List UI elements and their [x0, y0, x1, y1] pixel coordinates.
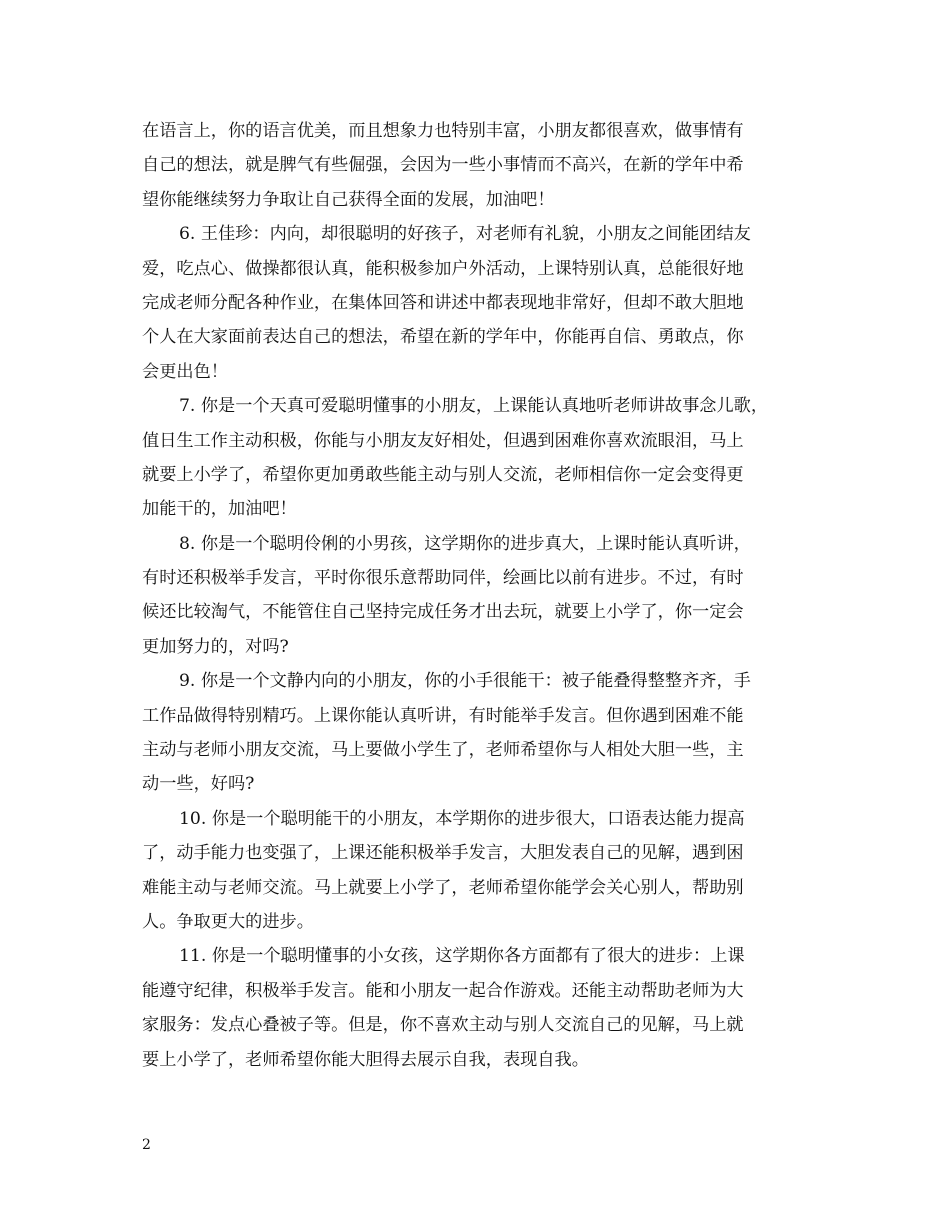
- text-line: 会更出色！: [142, 361, 228, 382]
- paragraph-first-line: 11. 你是一个聪明懂事的小女孩，这学期你各方面都有了很大的进步：上课: [179, 946, 745, 967]
- text-line: 候还比较淘气，不能管住自己坚持完成任务才出去玩，就要上小学了，你一定会: [142, 602, 744, 623]
- text-line: 人。争取更大的进步。: [142, 911, 314, 932]
- document-body: [142, 114, 810, 1077]
- text-line: 主动与老师小朋友交流，马上要做小学生了，老师希望你与人相处大胆一些，主: [142, 740, 744, 761]
- paragraph-first-line: 7. 你是一个天真可爱聪明懂事的小朋友，上课能认真地听老师讲故事念儿歌，: [179, 396, 769, 417]
- paragraph-first-line: 6. 王佳珍：内向，却很聪明的好孩子，对老师有礼貌，小朋友之间能团结友: [179, 224, 751, 245]
- text-line: 动一些，好吗?: [142, 774, 255, 795]
- text-line: 在语言上，你的语言优美，而且想象力也特别丰富，小朋友都很喜欢，做事情有: [142, 121, 744, 141]
- text-line: 爱，吃点心、做操都很认真，能积极参加户外活动，上课特别认真，总能很好地: [142, 258, 744, 279]
- text-line: 值日生工作主动积极，你能与小朋友友好相处，但遇到困难你喜欢流眼泪，马上: [142, 430, 744, 451]
- text-line: 能遵守纪律，积极举手发言。能和小朋友一起合作游戏。还能主动帮助老师为大: [142, 980, 744, 1001]
- text-line: 望你能继续努力争取让自己获得全面的发展，加油吧！: [142, 189, 555, 210]
- paragraph-first-line: 10. 你是一个聪明能干的小朋友，本学期你的进步很大，口语表达能力提高: [179, 808, 745, 829]
- text-line: 了，动手能力也变强了，上课还能积极举手发言，大胆发表自己的见解，遇到困: [142, 843, 744, 864]
- text-line: 家服务：发点心叠被子等。但是，你不喜欢主动与别人交流自己的见解，马上就: [142, 1015, 744, 1036]
- page-number: 2: [142, 1137, 151, 1153]
- text-line: 就要上小学了，希望你更加勇敢些能主动与别人交流，老师相信你一定会变得更: [142, 464, 744, 485]
- text-line: 有时还积极举手发言，平时你很乐意帮助同伴，绘画比以前有进步。不过，有时: [142, 568, 744, 589]
- paragraph-first-line: 8. 你是一个聪明伶俐的小男孩，这学期你的进步真大，上课时能认真听讲，: [179, 533, 751, 554]
- text-line: 个人在大家面前表达自己的想法，希望在新的学年中，你能再自信、勇敢点，你: [142, 327, 744, 348]
- text-line: 要上小学了，老师希望你能大胆得去展示自我，表现自我。: [142, 1049, 589, 1070]
- text-line: 自己的想法，就是脾气有些倔强，会因为一些小事情而不高兴，在新的学年中希: [142, 155, 744, 176]
- text-line: 加能干的，加油吧！: [142, 499, 297, 520]
- text-line: 更加努力的，对吗?: [142, 636, 289, 657]
- text-line: 完成老师分配各种作业，在集体回答和讲述中都表现地非常好，但却不敢大胆地: [142, 292, 744, 313]
- text-line: 工作品做得特别精巧。上课你能认真听讲，有时能举手发言。但你遇到困难不能: [142, 705, 744, 726]
- text-line: 难能主动与老师交流。马上就要上小学了，老师希望你能学会关心别人，帮助别: [142, 877, 744, 898]
- paragraph-first-line: 9. 你是一个文静内向的小朋友，你的小手很能干：被子能叠得整整齐齐，手: [179, 671, 751, 692]
